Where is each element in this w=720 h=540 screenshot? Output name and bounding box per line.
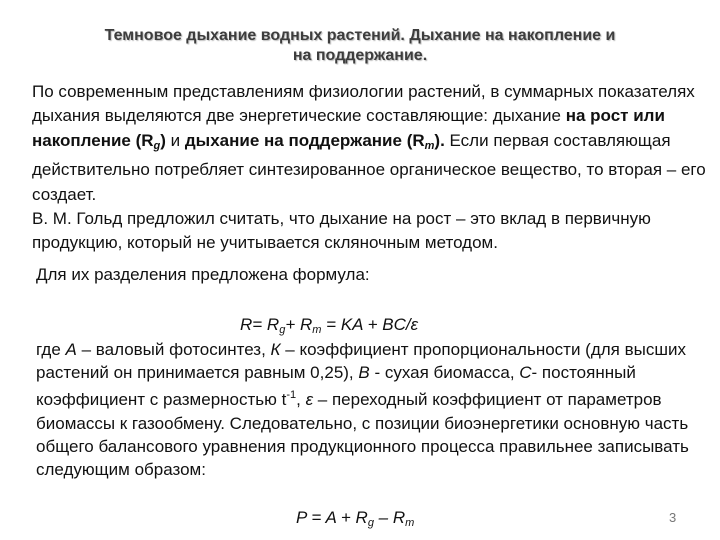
explanation-text-7: – переходный коэффициент от параметров биомассы к газообмену. Следовательно, с позиции биоэнергетики основную часть общего балансового уравнения продукционного процесса правильнее записывать следующим образом: bbox=[36, 390, 689, 480]
explanation-text-2: – валовый фотосинтез, bbox=[76, 340, 271, 359]
respiration-formula bbox=[240, 314, 418, 341]
formula1-part-a: R= R bbox=[240, 315, 280, 334]
intro-text-1: По современным представлениям физиологии растений, в суммарных показателях дыхания выделяются две энергетические составляющие: дыхание bbox=[32, 82, 695, 126]
formula1-sub-m: m bbox=[312, 324, 322, 336]
var-A: А bbox=[65, 340, 77, 359]
explanation-text-5: - постоянный коэффициент с размерностью t bbox=[36, 363, 636, 410]
maintenance-term-subscript: m bbox=[424, 139, 435, 152]
explanation-text-3: – коэффициент пропорциональности (для высших растений он принимается равным 0,25), bbox=[36, 340, 686, 383]
maintenance-term-end: ). bbox=[434, 130, 445, 150]
formula2-part-b: – R bbox=[373, 508, 406, 527]
explanation-text-6: , bbox=[296, 390, 306, 410]
var-epsilon: ε bbox=[305, 390, 314, 410]
formula2-sub-g: g bbox=[367, 517, 374, 529]
growth-term-subscript: g bbox=[153, 139, 161, 152]
intro-text-3: Если первая составляющая действительно потребляет синтезированное органическое вещество, то вторая – его создает. bbox=[32, 130, 706, 204]
growth-term-text: на рост или накопление (R bbox=[32, 106, 665, 150]
var-K: К bbox=[270, 340, 281, 359]
intro-text-2: и bbox=[165, 130, 185, 150]
formula2-part-a: P = A + R bbox=[296, 508, 368, 527]
explanation-text-1: где bbox=[36, 340, 66, 359]
slide-title bbox=[40, 26, 680, 66]
formula-intro: Для их разделения предложена формула: bbox=[36, 265, 370, 284]
intro-text-4: В. М. Гольд предложил считать, что дыхание на рост – это вклад в первичную продукцию, который не учитывается скляночным методом. bbox=[32, 209, 651, 253]
intro-paragraph bbox=[32, 80, 712, 256]
formula1-part-c: = KA + BC/ε bbox=[321, 315, 419, 334]
exponent: -1 bbox=[286, 389, 297, 402]
page-number: 3 bbox=[669, 510, 677, 525]
maintenance-respiration-term bbox=[185, 131, 445, 150]
maintenance-term-text: дыхание на поддержание (R bbox=[184, 130, 425, 150]
formula2-sub-m: m bbox=[405, 517, 415, 529]
formula1-part-b: + R bbox=[285, 315, 313, 334]
formula1-sub-g: g bbox=[279, 324, 286, 336]
growth-term-end: ) bbox=[160, 130, 166, 150]
explanation-text-4: - сухая биомасса, bbox=[369, 363, 520, 383]
slide-title-line2: на поддержание. bbox=[292, 47, 428, 64]
var-B: В bbox=[358, 363, 370, 383]
slide-title-line1: Темновое дыхание водных растений. Дыхание на накопление и bbox=[104, 27, 616, 44]
balance-formula bbox=[296, 507, 414, 534]
var-C: С bbox=[519, 363, 532, 383]
formula-explanation bbox=[36, 338, 706, 481]
